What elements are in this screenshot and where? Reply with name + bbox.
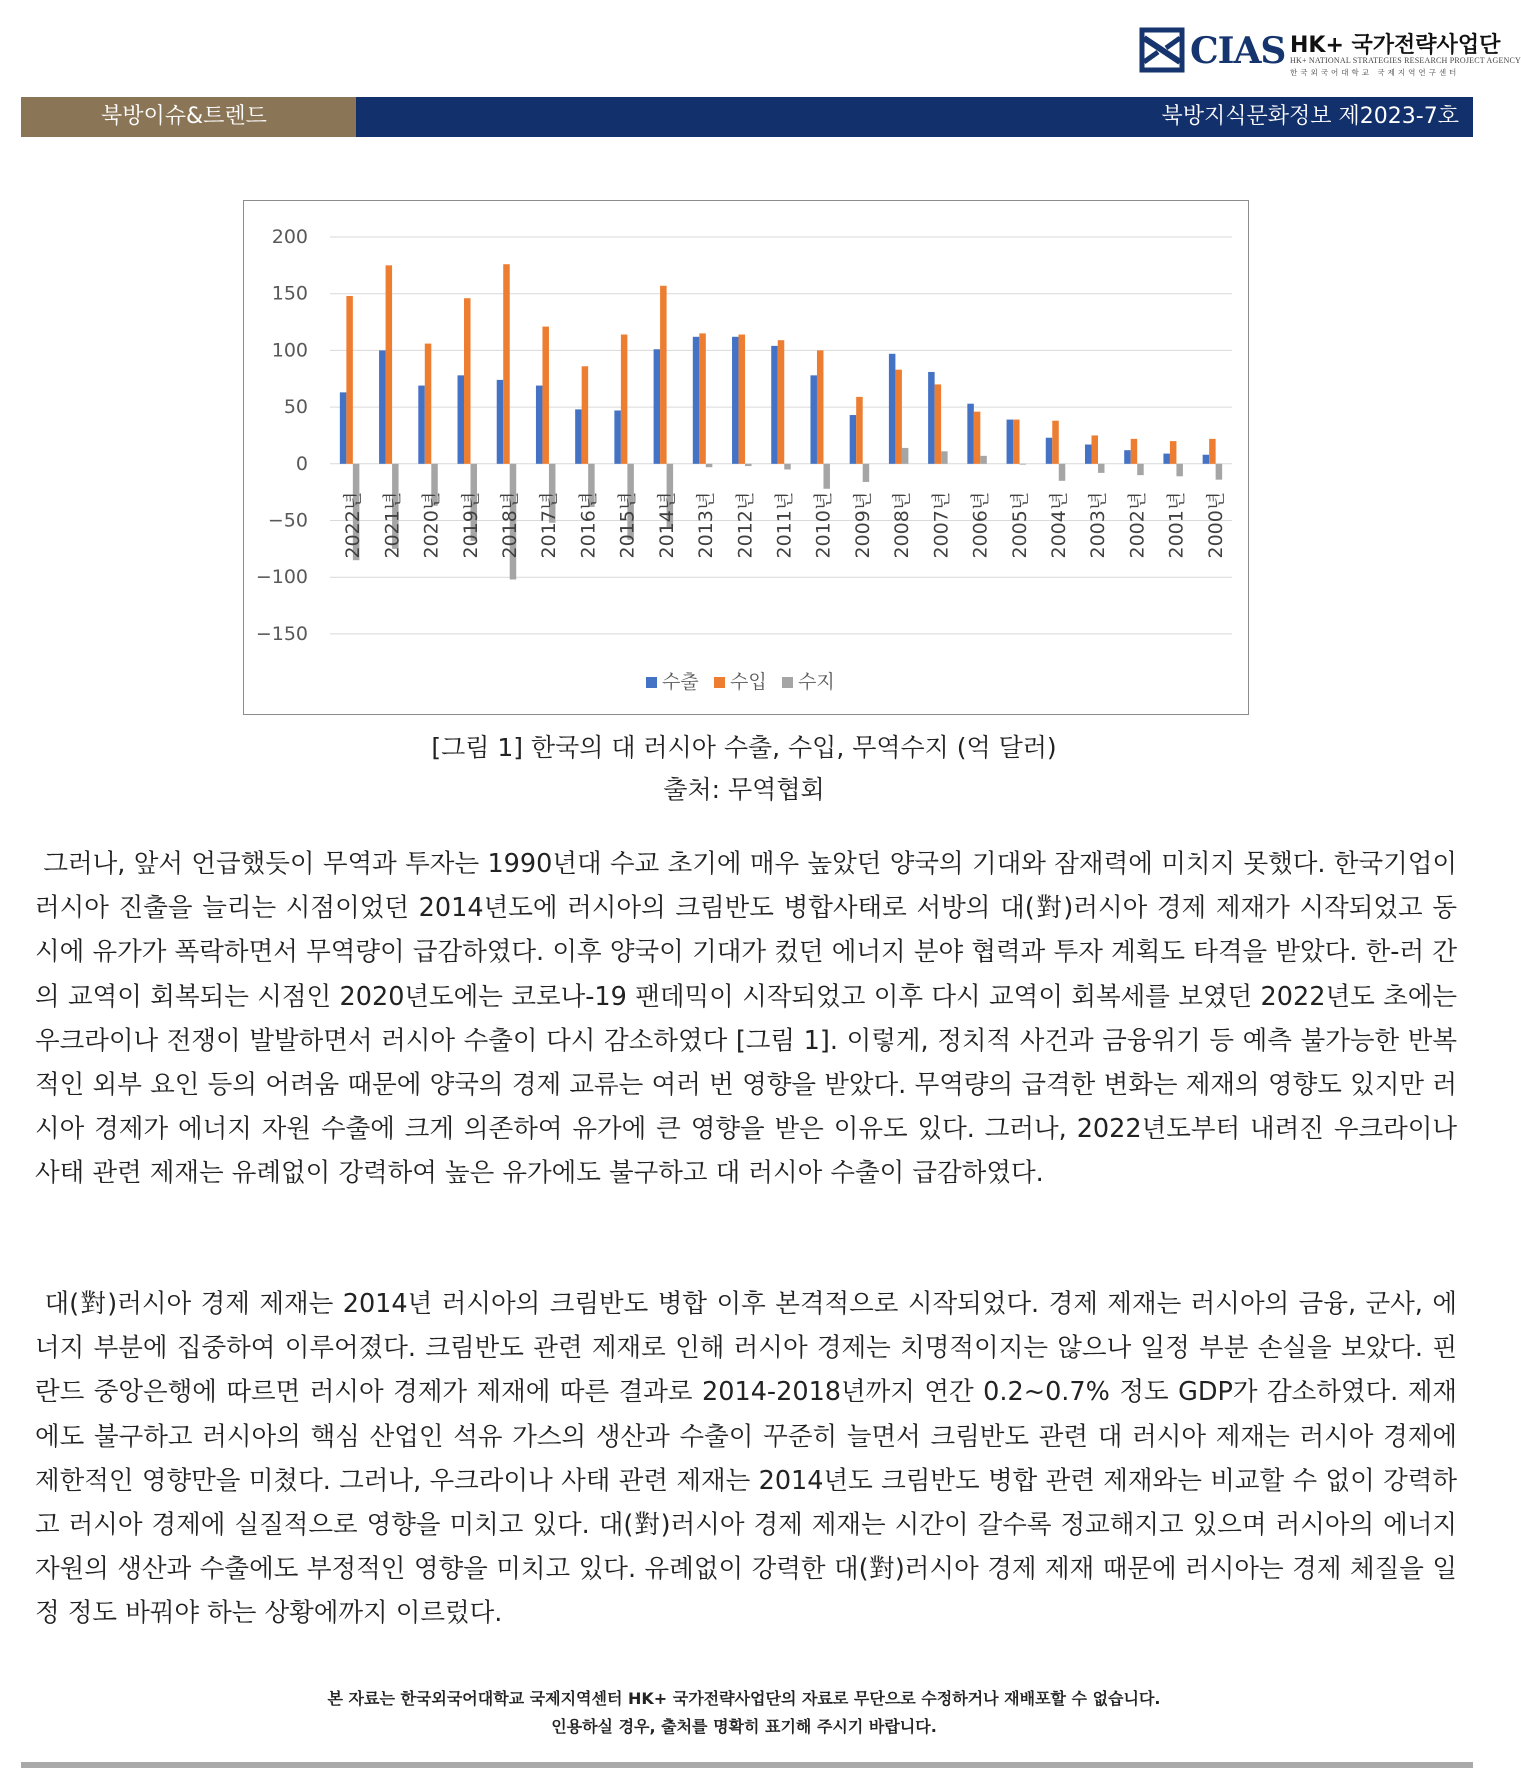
x-tick-label: 2011년 xyxy=(773,491,796,559)
x-tick-label: 2018년 xyxy=(498,491,521,559)
bar-수출 xyxy=(536,386,543,464)
x-tick-label: 2019년 xyxy=(459,491,482,559)
x-tick-label: 2003년 xyxy=(1087,491,1110,559)
bar-수입 xyxy=(778,340,785,464)
y-tick-label: 0 xyxy=(295,452,308,475)
bar-수지 xyxy=(941,451,948,463)
bar-수입 xyxy=(1091,435,1098,463)
bar-수출 xyxy=(614,411,621,464)
y-tick-label: −50 xyxy=(267,509,308,532)
bar-수출 xyxy=(928,372,935,464)
x-tick-label: 2007년 xyxy=(930,491,953,559)
legend-label: 수지 xyxy=(798,671,835,693)
bar-수출 xyxy=(889,354,896,464)
x-tick-label: 2012년 xyxy=(734,491,757,559)
legend-swatch-수출 xyxy=(646,677,657,688)
x-tick-label: 2004년 xyxy=(1048,491,1071,559)
x-tick-label: 2013년 xyxy=(695,491,718,559)
logo-subtitle-kr: 한국외국어대학교 국제지역연구센터 xyxy=(1290,68,1460,77)
y-tick-label: 150 xyxy=(271,282,308,305)
bar-수입 xyxy=(1052,421,1059,464)
bar-수지 xyxy=(706,464,713,467)
bar-수입 xyxy=(699,333,706,463)
bar-수출 xyxy=(771,346,778,464)
x-tick-label: 2002년 xyxy=(1126,491,1149,559)
bar-수지 xyxy=(902,448,909,464)
bar-수입 xyxy=(582,366,589,464)
bar-수지 xyxy=(784,464,791,470)
body-paragraph-1 xyxy=(35,842,1457,1196)
x-tick-label: 2017년 xyxy=(538,491,561,559)
bar-수지 xyxy=(1176,464,1183,476)
x-tick-label: 2021년 xyxy=(381,491,404,559)
legend-swatch-수지 xyxy=(782,677,793,688)
trade-chart xyxy=(243,200,1249,715)
bar-수지 xyxy=(1098,464,1105,473)
cias-logo xyxy=(1140,26,1521,78)
bar-수출 xyxy=(810,375,817,463)
bar-수출 xyxy=(1203,455,1210,464)
bar-수지 xyxy=(980,456,987,464)
bar-수입 xyxy=(425,344,432,464)
bar-수지 xyxy=(745,464,752,466)
x-tick-label: 2005년 xyxy=(1008,491,1031,559)
legend-swatch-수입 xyxy=(714,677,725,688)
y-tick-label: 200 xyxy=(271,226,308,248)
body-paragraph-2-text: 대(對)러시아 경제 제재는 2014년 러시아의 크림반도 병합 이후 본격적으로 시작되었다. 경제 제재는 러시아의 금융, 군사, 에너지 부분에 집중하여 이루어졌다. 크림반도 관련 제재로 인해 러시아 경제는 치명적이지는 않으나 일정 부분 손실을 보았다. 핀란드 중앙은행에 따르면 러시아 경제가 제재에 따른 결과로 2014-2018년까지 연간 0.2~0.7% 정도 GDP가 감소하였다. 제재에도 불구하고 러시아의 핵심 산업인 석유 가스의 생산과 수출이 꾸준히 늘면서 크림반도 관련 대 러시아 제재는 러시아 경제에 제한적인 영향만을 미쳤다. 그러나, 우크라이나 사태 관련 제재는 2014년도 크림반도 병합 관련 제재와는 비교할 수 없이 강력하고 러시아 경제에 실질적으로 영향을 미치고 있다. 대(對)러시아 경제 제재는 시간이 갈수록 정교해지고 있으며 러시아의 에너지 자원의 생산과 수출에도 부정적인 영향을 미치고 있다. 유례없이 강력한 대(對)러시아 경제 제재 때문에 러시아는 경제 체질을 일정 정도 바꿔야 하는 상황에까지 이르렀다. xyxy=(35,1289,1457,1629)
logo-title: HK+ 국가전략사업단 xyxy=(1290,33,1501,58)
bottom-divider xyxy=(21,1762,1473,1768)
footer-citation: 인용하실 경우, 출처를 명확히 표기해 주시기 바랍니다. xyxy=(551,1717,937,1736)
bar-수출 xyxy=(1046,438,1053,464)
cias-emblem-icon xyxy=(1140,28,1184,72)
x-tick-label: 2010년 xyxy=(812,491,835,559)
bar-수입 xyxy=(1131,439,1138,464)
bar-수입 xyxy=(464,298,471,464)
bar-수입 xyxy=(660,286,667,464)
bar-수출 xyxy=(1085,445,1092,464)
x-tick-label: 2016년 xyxy=(577,491,600,559)
x-tick-label: 2022년 xyxy=(342,491,365,559)
bar-수입 xyxy=(542,327,549,464)
figure-caption: [그림 1] 한국의 대 러시아 수출, 수입, 무역수지 (억 달러) xyxy=(431,733,1057,762)
bar-수지 xyxy=(1059,464,1066,481)
y-tick-label: 50 xyxy=(283,396,308,419)
bar-수출 xyxy=(654,349,661,464)
figure-source: 출처: 무역협회 xyxy=(663,775,825,804)
issue-number: 북방지식문화정보 제2023-7호 xyxy=(356,97,1473,137)
legend-label: 수입 xyxy=(730,671,767,693)
bar-수입 xyxy=(1013,420,1020,464)
legend-label: 수출 xyxy=(662,671,699,693)
bar-수입 xyxy=(856,397,863,464)
logo-subtitle-en: HK+ NATIONAL STRATEGIES RESEARCH PROJECT AGENCY xyxy=(1290,56,1521,65)
bar-수출 xyxy=(1163,454,1170,464)
trade-chart-svg xyxy=(244,201,1250,716)
x-tick-label: 2009년 xyxy=(851,491,874,559)
body-paragraph-1-text: 그러나, 앞서 언급했듯이 무역과 투자는 1990년대 수교 초기에 매우 높았던 양국의 기대와 잠재력에 미치지 못했다. 한국기업이 러시아 진출을 늘리는 시점이었던 2014년도에 러시아의 크림반도 병합사태로 서방의 대(對)러시아 경제 제재가 시작되었고 동시에 유가가 폭락하면서 무역량이 급감하였다. 이후 양국이 기대가 컸던 에너지 분야 협력과 투자 계획도 타격을 받았다. 한-러 간의 교역이 회복되는 시점인 2020년도에는 코로나-19 팬데믹이 시작되었고 이후 다시 교역이 회복세를 보였던 2022년도 초에는 우크라이나 전쟁이 발발하면서 러시아 수출이 다시 감소하였다 [그림 1]. 이렇게, 정치적 사건과 금융위기 등 예측 불가능한 반복적인 외부 요인 등의 어려움 때문에 양국의 경제 교류는 여러 번 영향을 받았다. 무역량의 급격한 변화는 제재의 영향도 있지만 러시아 경제가 에너지 자원 수출에 크게 의존하여 유가에 큰 영향을 받은 이유도 있다. 그러나, 2022년도부터 내려진 우크라이나 사태 관련 제재는 유례없이 강력하여 높은 유가에도 불구하고 대 러시아 수출이 급감하였다. xyxy=(35,849,1457,1189)
logo-cias-text: CIAS xyxy=(1190,30,1286,72)
x-tick-label: 2008년 xyxy=(891,491,914,559)
y-tick-label: −150 xyxy=(255,622,308,645)
bar-수지 xyxy=(823,464,830,489)
bar-수입 xyxy=(386,265,393,463)
bar-수출 xyxy=(850,415,857,464)
bar-수입 xyxy=(895,370,902,464)
bar-수출 xyxy=(575,409,582,463)
header-band xyxy=(21,97,1473,137)
bar-수입 xyxy=(1209,439,1216,464)
bar-수입 xyxy=(974,412,981,464)
bar-수지 xyxy=(863,464,870,482)
bar-수출 xyxy=(379,350,386,463)
x-tick-label: 2015년 xyxy=(616,491,639,559)
bar-수지 xyxy=(1137,464,1144,475)
bar-수출 xyxy=(458,375,465,463)
bar-수출 xyxy=(1124,450,1131,464)
bar-수입 xyxy=(621,335,628,464)
section-label: 북방이슈&트렌드 xyxy=(21,97,356,137)
x-tick-label: 2001년 xyxy=(1165,491,1188,559)
bar-수입 xyxy=(935,384,942,463)
bar-수지 xyxy=(1216,464,1223,480)
x-tick-label: 2000년 xyxy=(1204,491,1227,559)
bar-수출 xyxy=(693,337,700,464)
bar-수입 xyxy=(346,296,353,464)
bar-수입 xyxy=(817,350,824,463)
y-tick-label: 100 xyxy=(271,339,308,362)
bar-수지 xyxy=(1020,464,1027,465)
x-tick-label: 2014년 xyxy=(655,491,678,559)
y-tick-label: −100 xyxy=(255,566,308,589)
x-tick-label: 2020년 xyxy=(420,491,443,559)
bar-수출 xyxy=(1007,420,1014,464)
bar-수입 xyxy=(739,335,746,464)
bar-수출 xyxy=(497,380,504,464)
x-tick-label: 2006년 xyxy=(969,491,992,559)
bar-수출 xyxy=(340,392,347,463)
bar-수출 xyxy=(418,386,425,464)
bar-수출 xyxy=(967,404,974,464)
bar-수입 xyxy=(1170,441,1177,464)
footer-notice: 본 자료는 한국외국어대학교 국제지역센터 HK+ 국가전략사업단의 자료로 무단으로 수정하거나 재배포할 수 없습니다. xyxy=(327,1689,1161,1708)
bar-수입 xyxy=(503,264,510,464)
bar-수출 xyxy=(732,337,739,464)
body-paragraph-2 xyxy=(35,1282,1457,1636)
